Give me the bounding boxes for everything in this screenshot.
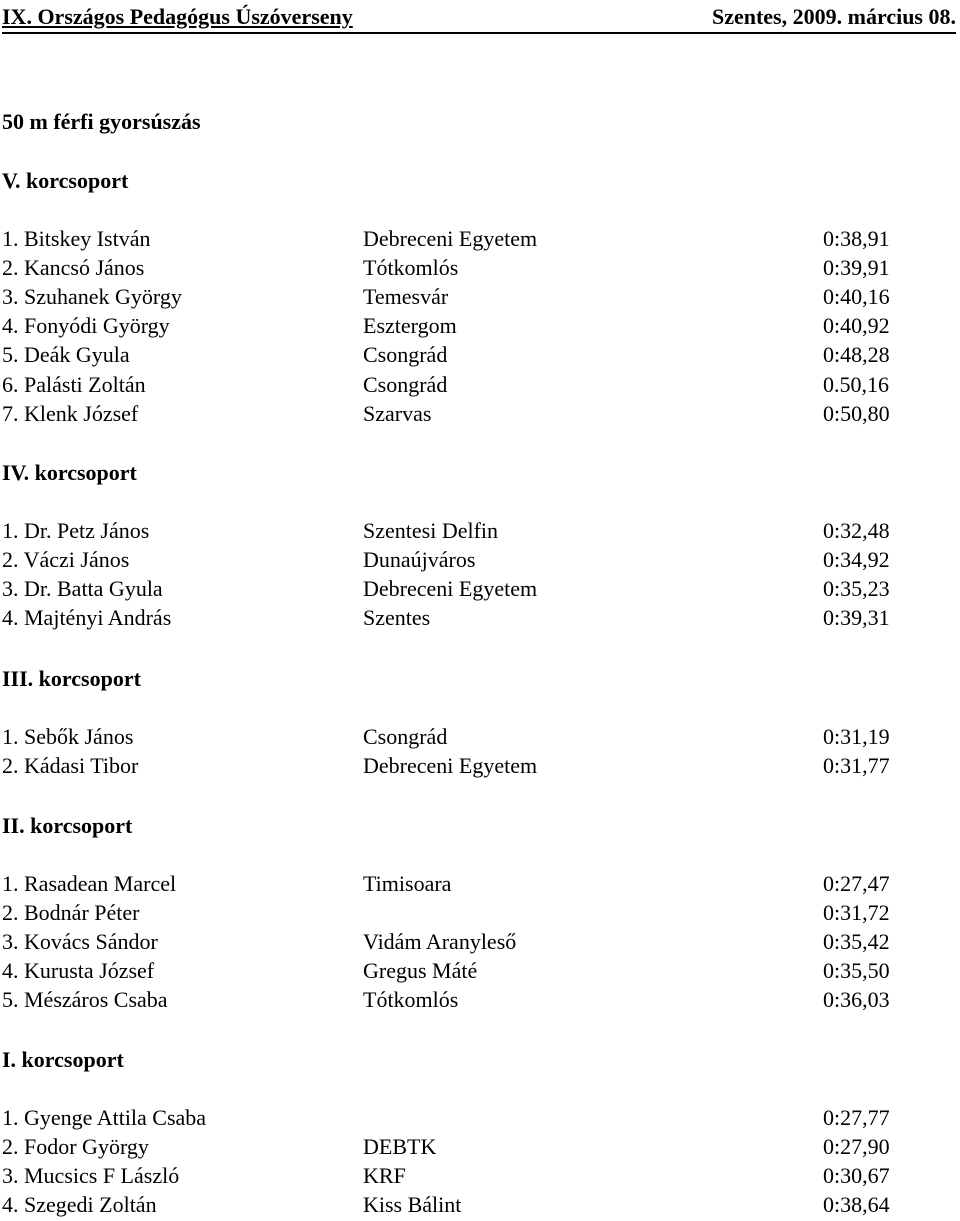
result-row — [0, 370, 960, 399]
swimmer-club: KRF — [363, 1163, 406, 1188]
swimmer-club: Kiss Bálint — [363, 1192, 462, 1217]
swimmer-name: 1. Gyenge Attila Csaba — [2, 1105, 207, 1130]
swim-time: 0:40,16 — [823, 284, 890, 309]
result-row — [0, 399, 960, 428]
swimmer-name: 5. Mészáros Csaba — [2, 987, 168, 1012]
result-row — [0, 1190, 960, 1219]
swim-time: 0:50,80 — [823, 401, 890, 426]
result-row — [0, 574, 960, 603]
result-row — [0, 985, 960, 1014]
swimmer-club: Temesvár — [363, 284, 449, 309]
swimmer-club: Debreceni Egyetem — [363, 753, 538, 778]
result-row — [0, 253, 960, 282]
result-row — [0, 956, 960, 985]
swimmer-name: 2. Váczi János — [2, 547, 130, 572]
swimmer-club: Tótkomlós — [363, 255, 459, 280]
swimmer-club: Debreceni Egyetem — [363, 576, 538, 601]
result-row — [0, 722, 960, 751]
result-row — [0, 516, 960, 545]
swimmer-club: Dunaújváros — [363, 547, 476, 572]
swimmer-name: 5. Deák Gyula — [2, 342, 130, 367]
swimmer-name: 2. Kancsó János — [2, 255, 145, 280]
swim-time: 0:48,28 — [823, 342, 890, 367]
result-row — [0, 311, 960, 340]
swimmer-name: 7. Klenk József — [2, 401, 139, 426]
swim-time: 0:31,19 — [823, 724, 890, 749]
result-row — [0, 340, 960, 369]
swimmer-name: 2. Kádasi Tibor — [2, 753, 139, 778]
group-title: I. korcsoport — [2, 1047, 124, 1072]
result-row — [0, 898, 960, 927]
swimmer-club: Esztergom — [363, 313, 457, 338]
swimmer-name: 4. Majtényi András — [2, 605, 172, 630]
swim-time: 0:38,64 — [823, 1192, 890, 1217]
result-row — [0, 545, 960, 574]
swimmer-name: 2. Fodor György — [2, 1134, 149, 1159]
event-title: 50 m férfi gyorsúszás — [2, 109, 201, 134]
swimmer-club: Vidám Aranyleső — [363, 929, 517, 954]
swim-time: 0:31,72 — [823, 900, 890, 925]
swim-time: 0:36,03 — [823, 987, 890, 1012]
swimmer-club: DEBTK — [363, 1134, 437, 1159]
swimmer-name: 1. Dr. Petz János — [2, 518, 150, 543]
result-row — [0, 1132, 960, 1161]
swimmer-name: 6. Palásti Zoltán — [2, 372, 146, 397]
swimmer-name: 4. Szegedi Zoltán — [2, 1192, 157, 1217]
result-row — [0, 224, 960, 253]
swimmer-name: 3. Dr. Batta Gyula — [2, 576, 163, 601]
result-row — [0, 1161, 960, 1190]
swim-time: 0:38,91 — [823, 226, 890, 251]
swimmer-name: 2. Bodnár Péter — [2, 900, 140, 925]
swimmer-club: Csongrád — [363, 372, 448, 397]
result-row — [0, 751, 960, 780]
group-title: III. korcsoport — [2, 666, 141, 691]
swim-time: 0:39,31 — [823, 605, 890, 630]
page-header — [2, 2, 956, 34]
swim-time: 0.50,16 — [823, 372, 889, 397]
swim-time: 0:40,92 — [823, 313, 890, 338]
swimmer-name: 4. Kurusta József — [2, 958, 155, 983]
swim-time: 0:27,90 — [823, 1134, 890, 1159]
swimmer-club: Tótkomlós — [363, 987, 459, 1012]
swimmer-club: Szarvas — [363, 401, 432, 426]
result-row — [0, 282, 960, 311]
swimmer-club: Csongrád — [363, 342, 448, 367]
swim-time: 0:31,77 — [823, 753, 890, 778]
swimmer-name: 1. Rasadean Marcel — [2, 871, 177, 896]
result-row — [0, 1103, 960, 1132]
swimmer-club: Szentes — [363, 605, 431, 630]
swim-time: 0:35,42 — [823, 929, 890, 954]
group-title: II. korcsoport — [2, 813, 133, 838]
swim-time: 0:27,77 — [823, 1105, 890, 1130]
result-row — [0, 927, 960, 956]
swimmer-name: 4. Fonyódi György — [2, 313, 170, 338]
swim-time: 0:39,91 — [823, 255, 890, 280]
result-row — [0, 869, 960, 898]
swimmer-name: 3. Szuhanek György — [2, 284, 182, 309]
swim-time: 0:27,47 — [823, 871, 890, 896]
swim-time: 0:32,48 — [823, 518, 890, 543]
result-row — [0, 603, 960, 632]
swimmer-club: Csongrád — [363, 724, 448, 749]
swim-time: 0:34,92 — [823, 547, 890, 572]
swim-time: 0:35,50 — [823, 958, 890, 983]
swimmer-club: Gregus Máté — [363, 958, 478, 983]
swim-time: 0:30,67 — [823, 1163, 890, 1188]
group-title: V. korcsoport — [2, 168, 129, 193]
swim-time: 0:35,23 — [823, 576, 890, 601]
swimmer-club: Szentesi Delfin — [363, 518, 499, 543]
location-date: Szentes, 2009. március 08. — [711, 4, 956, 29]
swimmer-name: 1. Sebők János — [2, 724, 134, 749]
swimmer-club: Debreceni Egyetem — [363, 226, 538, 251]
group-title: IV. korcsoport — [2, 460, 137, 485]
swimmer-name: 3. Kovács Sándor — [2, 929, 158, 954]
competition-title: IX. Országos Pedagógus Úszóverseny — [2, 4, 353, 29]
swimmer-club: Timisoara — [363, 871, 452, 896]
swimmer-name: 3. Mucsics F László — [2, 1163, 180, 1188]
swimmer-name: 1. Bitskey István — [2, 226, 151, 251]
